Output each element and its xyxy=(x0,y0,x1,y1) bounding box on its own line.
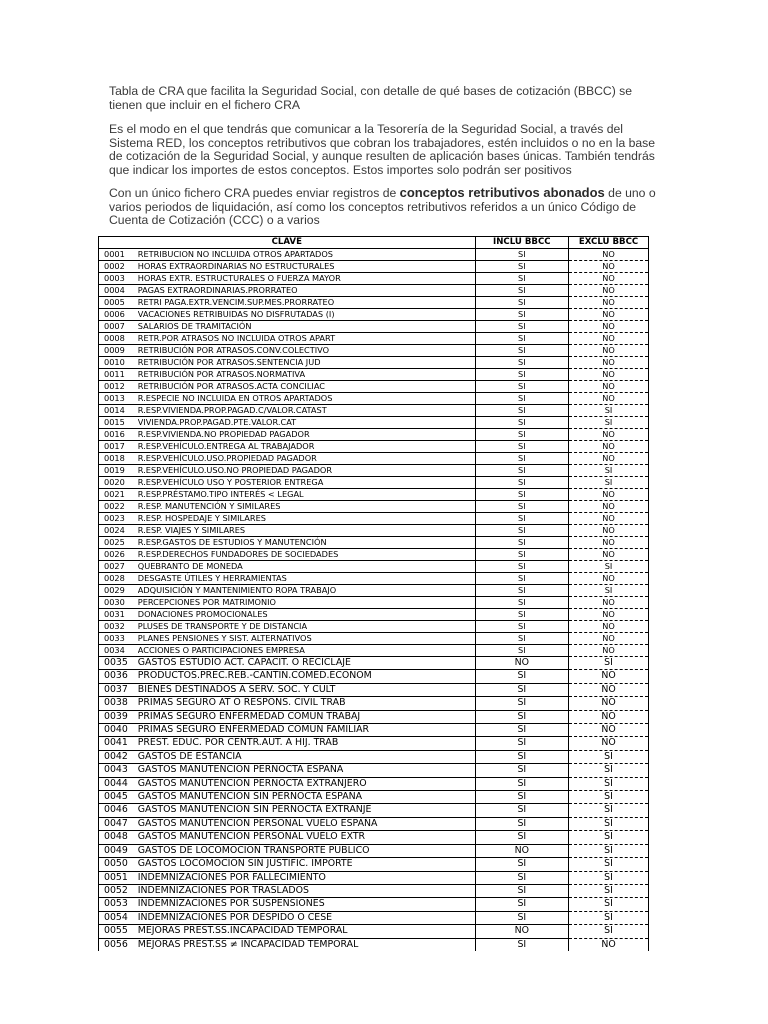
table-row xyxy=(99,597,649,609)
row-code: 0045 xyxy=(99,791,138,804)
row-concept: GASTOS MANUTENCIÓN PERNOCTA EXTRANJERO xyxy=(138,777,475,790)
row-code: 0056 xyxy=(104,938,128,950)
row-exclu-bbcc: NO xyxy=(569,549,649,561)
row-exclu-bbcc: NO xyxy=(569,501,649,513)
row-exclu-bbcc: SI xyxy=(569,791,649,804)
intro-text-3 xyxy=(109,186,661,228)
row-concept: VIVIENDA.PROP.PAGAD.PTE.VALOR.CAT xyxy=(138,417,475,429)
header-inclu-bbcc: INCLU BBCC xyxy=(475,237,569,249)
row-inclu-bbcc: SI xyxy=(475,898,569,911)
row-code: 0010 xyxy=(99,357,138,369)
row-inclu-bbcc: SI xyxy=(475,710,569,723)
row-code: 0004 xyxy=(99,285,138,297)
row-inclu-bbcc: SI xyxy=(475,683,569,696)
row-exclu-bbcc: SI xyxy=(569,465,649,477)
row-exclu-bbcc: NO xyxy=(569,525,649,537)
row-inclu-bbcc: SI xyxy=(475,791,569,804)
row-exclu-bbcc: NO xyxy=(569,441,649,453)
table-row xyxy=(99,804,649,817)
row-exclu-bbcc: NO xyxy=(569,513,649,525)
row-code: 0047 xyxy=(99,817,138,830)
table-row xyxy=(99,898,649,911)
row-code: 0022 xyxy=(99,501,138,513)
row-code: 0026 xyxy=(99,549,138,561)
row-code: 0054 xyxy=(99,911,138,924)
row-inclu-bbcc: SI xyxy=(475,309,569,321)
row-inclu-bbcc: SI xyxy=(475,645,569,657)
table-row xyxy=(99,273,649,285)
table-row xyxy=(99,858,649,871)
table-body xyxy=(99,249,649,951)
row-code: 0042 xyxy=(99,750,138,763)
row-concept: RETRIBUCION NO INCLUIDA OTROS APARTADOS xyxy=(138,249,475,261)
row-inclu-bbcc: SI xyxy=(475,911,569,924)
row-code: 0006 xyxy=(99,309,138,321)
table-row xyxy=(99,791,649,804)
row-code: 0033 xyxy=(99,633,138,645)
row-concept: PRIMAS SEGURO ENFERMEDAD COMÚN TRABAJ xyxy=(138,710,475,723)
row-concept: GASTOS MANUTENCIÓN SIN PERNOCTA EXTRANJE xyxy=(138,804,475,817)
row-inclu-bbcc: SI xyxy=(475,297,569,309)
row-code: 0027 xyxy=(99,561,138,573)
row-exclu-bbcc: NO xyxy=(569,670,649,683)
row-code: 0049 xyxy=(99,844,138,857)
row-concept: MEJORAS PREST.SS.INCAPACIDAD TEMPORAL xyxy=(138,925,475,938)
row-concept: DESGASTE ÚTILES Y HERRAMIENTAS xyxy=(138,573,475,585)
row-inclu-bbcc: SI xyxy=(475,750,569,763)
intro-paragraph-2 xyxy=(109,123,661,177)
row-code: 0029 xyxy=(99,585,138,597)
row-concept: PRIMAS SEGURO AT O RESPONS. CIVIL TRAB xyxy=(138,697,475,710)
row-inclu-bbcc: SI xyxy=(475,858,569,871)
table-row xyxy=(99,925,649,938)
row-code: 0001 xyxy=(99,249,138,261)
row-exclu-bbcc: SI xyxy=(569,911,649,924)
table-row xyxy=(99,333,649,345)
row-exclu-bbcc: SI xyxy=(569,477,649,489)
table-row xyxy=(99,710,649,723)
row-concept: RETR.POR ATRASOS NO INCLUIDA OTROS APART xyxy=(138,333,475,345)
row-exclu-bbcc: NO xyxy=(569,285,649,297)
header-exclu-bbcc: EXCLU BBCC xyxy=(569,237,649,249)
row-inclu-bbcc: SI xyxy=(475,381,569,393)
row-inclu-bbcc: SI xyxy=(475,369,569,381)
table-row xyxy=(99,764,649,777)
row-inclu-bbcc: SI xyxy=(475,697,569,710)
table-row xyxy=(99,297,649,309)
row-exclu-bbcc: NO xyxy=(569,724,649,737)
row-concept: GASTOS ESTUDIO ACT. CAPACIT. O RECICLAJE xyxy=(138,657,475,670)
row-concept: ACCIONES O PARTICIPACIONES EMPRESA xyxy=(138,645,475,657)
row-inclu-bbcc: SI xyxy=(475,477,569,489)
row-inclu-bbcc: SI xyxy=(475,285,569,297)
header-clave: CLAVE xyxy=(99,237,476,249)
row-exclu-bbcc: SI xyxy=(569,858,649,871)
row-exclu-bbcc: NO xyxy=(569,710,649,723)
row-concept: R.ESP. VIAJES Y SIMILARES xyxy=(138,525,475,537)
row-concept: R.ESP.VEHÍCULO.ENTREGA AL TRABAJADOR xyxy=(138,441,475,453)
table-row xyxy=(99,345,649,357)
row-code: 0009 xyxy=(99,345,138,357)
row-code: 0013 xyxy=(99,393,138,405)
row-concept: PERCEPCIONES POR MATRIMONIO xyxy=(138,597,475,609)
table-row xyxy=(99,561,649,573)
row-concept: DONACIONES PROMOCIONALES xyxy=(138,609,475,621)
row-inclu-bbcc: SI xyxy=(475,357,569,369)
row-exclu-bbcc: SI xyxy=(569,561,649,573)
row-exclu-bbcc: NO xyxy=(569,249,649,261)
row-code: 0003 xyxy=(99,273,138,285)
table-row xyxy=(99,429,649,441)
row-concept: HORAS EXTRAORDINARIAS NO ESTRUCTURALES xyxy=(138,261,475,273)
table-row xyxy=(99,405,649,417)
table-row xyxy=(99,871,649,884)
row-concept: QUEBRANTO DE MONEDA xyxy=(138,561,475,573)
row-inclu-bbcc: SI xyxy=(475,465,569,477)
row-code: 0020 xyxy=(99,477,138,489)
row-inclu-bbcc: SI xyxy=(475,345,569,357)
row-code: 0015 xyxy=(99,417,138,429)
row-exclu-bbcc: SI xyxy=(569,777,649,790)
row-concept: PREST. EDUC. POR CENTR.AUT. A HIJ. TRAB xyxy=(138,737,475,750)
row-concept: RETRIBUCIÓN POR ATRASOS.CONV.COLECTIVO xyxy=(138,345,475,357)
table-row xyxy=(99,417,649,429)
row-exclu-bbcc: SI xyxy=(569,417,649,429)
row-concept: R.ESP.VIVIENDA.NO PROPIEDAD PAGADOR xyxy=(138,429,475,441)
row-exclu-bbcc: NO xyxy=(569,345,649,357)
row-exclu-bbcc: NO xyxy=(569,573,649,585)
row-code: 0044 xyxy=(99,777,138,790)
row-code: 0007 xyxy=(99,321,138,333)
row-concept: ADQUISICIÓN Y MANTENIMIENTO ROPA TRABAJO xyxy=(138,585,475,597)
table-row xyxy=(99,393,649,405)
row-exclu-bbcc: SI xyxy=(569,884,649,897)
row-code: 0035 xyxy=(99,657,138,670)
row-exclu-bbcc: SI xyxy=(569,925,649,938)
table-row xyxy=(99,441,649,453)
table-row xyxy=(99,501,649,513)
row-code: 0030 xyxy=(99,597,138,609)
table-row xyxy=(99,537,649,549)
row-exclu-bbcc: NO xyxy=(569,357,649,369)
row-concept: MEJORAS PREST.SS ≠ INCAPACIDAD TEMPORAL xyxy=(137,938,359,950)
row-concept: R.ESP.VEHÍCULO.USO.PROPIEDAD PAGADOR xyxy=(138,453,475,465)
row-code: 0011 xyxy=(99,369,138,381)
row-code: 0040 xyxy=(99,724,138,737)
table-row xyxy=(99,938,649,951)
table-row xyxy=(99,573,649,585)
row-code: 0031 xyxy=(99,609,138,621)
table-row xyxy=(99,321,649,333)
table-row xyxy=(99,249,649,261)
row-concept: SALARIOS DE TRAMITACIÓN xyxy=(138,321,475,333)
row-inclu-bbcc: SI xyxy=(475,817,569,830)
row-exclu-bbcc: NO xyxy=(569,261,649,273)
row-code: 0055 xyxy=(99,925,138,938)
row-inclu-bbcc: SI xyxy=(475,417,569,429)
row-concept: INDEMNIZACIONES POR SUSPENSIONES xyxy=(138,898,475,911)
row-code: 0018 xyxy=(99,453,138,465)
row-inclu-bbcc: SI xyxy=(475,804,569,817)
table-row xyxy=(99,261,649,273)
row-code: 0023 xyxy=(99,513,138,525)
row-inclu-bbcc: SI xyxy=(475,405,569,417)
row-exclu-bbcc: NO xyxy=(569,683,649,696)
row-exclu-bbcc: NO xyxy=(569,737,649,750)
row-exclu-bbcc: NO xyxy=(569,369,649,381)
table-row xyxy=(99,369,649,381)
row-inclu-bbcc: SI xyxy=(475,737,569,750)
row-exclu-bbcc: SI xyxy=(569,804,649,817)
row-inclu-bbcc: SI xyxy=(475,670,569,683)
row-inclu-bbcc: SI xyxy=(475,261,569,273)
table-row xyxy=(99,549,649,561)
row-inclu-bbcc: SI xyxy=(475,525,569,537)
intro-text-1: Tabla de CRA que facilita la Seguridad Social, con detalle de qué bases de cotización (BBCC) se tienen que incluir en el fichero CRA xyxy=(109,84,633,112)
row-concept: RETRIBUCIÓN POR ATRASOS.NORMATIVA xyxy=(138,369,475,381)
table-row xyxy=(99,697,649,710)
table-row xyxy=(99,477,649,489)
row-exclu-bbcc: NO xyxy=(569,697,649,710)
table-row xyxy=(99,657,649,670)
table-row xyxy=(99,465,649,477)
row-code: 0052 xyxy=(99,884,138,897)
row-exclu-bbcc: SI xyxy=(569,585,649,597)
row-concept: PAGAS EXTRAORDINARIAS.PRORRATEO xyxy=(138,285,475,297)
table-row xyxy=(99,513,649,525)
row-exclu-bbcc: SI xyxy=(569,657,649,670)
row-exclu-bbcc: NO xyxy=(569,938,649,951)
row-inclu-bbcc: SI xyxy=(475,609,569,621)
row-exclu-bbcc: NO xyxy=(569,429,649,441)
row-inclu-bbcc: NO xyxy=(475,657,569,670)
row-code: 0028 xyxy=(99,573,138,585)
table-row xyxy=(99,381,649,393)
row-concept: PLUSES DE TRANSPORTE Y DE DISTANCIA xyxy=(138,621,475,633)
row-code: 0019 xyxy=(99,465,138,477)
table-row xyxy=(99,633,649,645)
row-inclu-bbcc: SI xyxy=(475,777,569,790)
row-concept: GASTOS MANUTENCIÓN PERSONAL VUELO EXTR xyxy=(138,831,475,844)
row-exclu-bbcc: NO xyxy=(569,333,649,345)
table-row xyxy=(99,724,649,737)
row-inclu-bbcc: SI xyxy=(475,537,569,549)
row-concept: GASTOS MANUTENCIÓN SIN PERNOCTA ESPAÑA xyxy=(138,791,475,804)
table-row xyxy=(99,911,649,924)
row-concept: PLANES PENSIONES Y SIST. ALTERNATIVOS xyxy=(138,633,475,645)
table-row xyxy=(99,817,649,830)
row-inclu-bbcc: SI xyxy=(475,938,569,951)
row-concept: R.ESP.VEHÍCULO USO Y POSTERIOR ENTREGA xyxy=(138,477,475,489)
row-inclu-bbcc: SI xyxy=(475,441,569,453)
intro-text-3-a: Con un único fichero CRA puedes enviar registros de xyxy=(109,186,400,200)
row-inclu-bbcc: SI xyxy=(475,453,569,465)
row-inclu-bbcc: SI xyxy=(475,621,569,633)
row-code: 0025 xyxy=(99,537,138,549)
row-exclu-bbcc: SI xyxy=(569,871,649,884)
row-concept: RETRIBUCIÓN POR ATRASOS.SENTENCIA JUD xyxy=(138,357,475,369)
row-concept: GASTOS MANUTENCIÓN PERSONAL VUELO ESPAÑA xyxy=(138,817,475,830)
row-code: 0017 xyxy=(99,441,138,453)
row-code: 0005 xyxy=(99,297,138,309)
row-inclu-bbcc: SI xyxy=(475,489,569,501)
row-exclu-bbcc: SI xyxy=(569,750,649,763)
row-exclu-bbcc: NO xyxy=(569,597,649,609)
row-code: 0041 xyxy=(99,737,138,750)
row-inclu-bbcc: SI xyxy=(475,573,569,585)
table-row xyxy=(99,750,649,763)
row-concept: PRODUCTOS.PREC.REB.-CANTIN.COMED.ECONOM xyxy=(138,670,475,683)
row-concept: R.ESP. HOSPEDAJE Y SIMILARES xyxy=(138,513,475,525)
row-inclu-bbcc: SI xyxy=(475,429,569,441)
row-exclu-bbcc: SI xyxy=(569,405,649,417)
row-concept: R.ESP.VEHÍCULO.USO.NO PROPIEDAD PAGADOR xyxy=(138,465,475,477)
row-code: 0051 xyxy=(99,871,138,884)
table-row xyxy=(99,525,649,537)
row-exclu-bbcc: NO xyxy=(569,393,649,405)
row-concept: INDEMNIZACIONES POR DESPIDO O CESE xyxy=(138,911,475,924)
table-row xyxy=(99,285,649,297)
row-code: 0012 xyxy=(99,381,138,393)
row-inclu-bbcc: SI xyxy=(475,333,569,345)
row-inclu-bbcc: SI xyxy=(475,273,569,285)
row-exclu-bbcc: NO xyxy=(569,297,649,309)
row-code: 0002 xyxy=(99,261,138,273)
row-inclu-bbcc: SI xyxy=(475,585,569,597)
row-concept: R.ESP.DERECHOS FUNDADORES DE SOCIEDADES xyxy=(138,549,475,561)
row-inclu-bbcc: NO xyxy=(475,844,569,857)
row-code: 0014 xyxy=(99,405,138,417)
table-row xyxy=(99,609,649,621)
row-exclu-bbcc: NO xyxy=(569,537,649,549)
table-row xyxy=(99,670,649,683)
row-inclu-bbcc: SI xyxy=(475,633,569,645)
table-row xyxy=(99,645,649,657)
row-exclu-bbcc: NO xyxy=(569,309,649,321)
cra-concepts-table xyxy=(98,236,649,951)
row-exclu-bbcc: NO xyxy=(569,633,649,645)
row-concept: HORAS EXTR. ESTRUCTURALES O FUERZA MAYOR xyxy=(138,273,475,285)
row-inclu-bbcc: SI xyxy=(475,501,569,513)
row-concept: VACACIONES RETRIBUIDAS NO DISFRUTADAS (I) xyxy=(138,309,475,321)
row-concept: R.ESP.VIVIENDA.PROP.PAGAD.C/VALOR.CATAST xyxy=(138,405,475,417)
table-row xyxy=(99,683,649,696)
table-row xyxy=(99,621,649,633)
row-inclu-bbcc: SI xyxy=(475,249,569,261)
row-exclu-bbcc: NO xyxy=(569,273,649,285)
row-concept: RETRIBUCIÓN POR ATRASOS.ACTA CONCILIAC xyxy=(138,381,475,393)
row-code: 0016 xyxy=(99,429,138,441)
row-inclu-bbcc: SI xyxy=(475,561,569,573)
table-row xyxy=(99,585,649,597)
row-inclu-bbcc: SI xyxy=(475,764,569,777)
row-exclu-bbcc: NO xyxy=(569,453,649,465)
row-inclu-bbcc: SI xyxy=(475,871,569,884)
row-inclu-bbcc: SI xyxy=(475,513,569,525)
row-concept: R.ESP.PRÉSTAMO.TIPO INTERÉS < LEGAL xyxy=(138,489,475,501)
table-row xyxy=(99,831,649,844)
intro-paragraph-3 xyxy=(109,186,661,228)
row-code: 0036 xyxy=(99,670,138,683)
row-inclu-bbcc: SI xyxy=(475,884,569,897)
row-exclu-bbcc: SI xyxy=(569,898,649,911)
table-row xyxy=(99,489,649,501)
row-code: 0043 xyxy=(99,764,138,777)
row-concept: GASTOS DE LOCOMOCIÓN TRANSPORTE PÚBLICO xyxy=(138,844,475,857)
table-header-row xyxy=(99,237,649,249)
row-exclu-bbcc: NO xyxy=(569,321,649,333)
table-row xyxy=(99,844,649,857)
row-exclu-bbcc: NO xyxy=(569,621,649,633)
row-code: 0008 xyxy=(99,333,138,345)
row-inclu-bbcc: SI xyxy=(475,831,569,844)
row-inclu-bbcc: SI xyxy=(475,393,569,405)
row-concept: INDEMNIZACIONES POR TRASLADOS xyxy=(138,884,475,897)
row-code: 0038 xyxy=(99,697,138,710)
row-code: 0048 xyxy=(99,831,138,844)
row-concept: R.ESPECIE NO INCLUIDA EN OTROS APARTADOS xyxy=(138,393,475,405)
row-inclu-bbcc: NO xyxy=(475,925,569,938)
row-concept: GASTOS LOCOMOCIÓN SIN JUSTIFIC. IMPORTE xyxy=(138,858,475,871)
row-exclu-bbcc: NO xyxy=(569,609,649,621)
row-exclu-bbcc: SI xyxy=(569,831,649,844)
row-concept: INDEMNIZACIONES POR FALLECIMIENTO xyxy=(138,871,475,884)
row-concept: R.ESP. MANUTENCIÓN Y SIMILARES xyxy=(138,501,475,513)
table-row xyxy=(99,453,649,465)
row-exclu-bbcc: SI xyxy=(569,817,649,830)
table-row xyxy=(99,309,649,321)
row-code: 0037 xyxy=(99,683,138,696)
table-row xyxy=(99,737,649,750)
row-exclu-bbcc: SI xyxy=(569,764,649,777)
row-exclu-bbcc: NO xyxy=(569,381,649,393)
table-row xyxy=(99,777,649,790)
row-inclu-bbcc: SI xyxy=(475,597,569,609)
intro-text-3-b: de uno o varios periodos de liquidación, así como los conceptos retributivos referidos a un único Código de Cuenta de Cotización (CCC) o a varios xyxy=(109,186,656,228)
row-code: 0050 xyxy=(99,858,138,871)
row-inclu-bbcc: SI xyxy=(475,321,569,333)
intro-text-3-bold: conceptos retributivos abonados xyxy=(399,185,605,200)
intro-paragraph-1 xyxy=(109,85,661,112)
row-code: 0039 xyxy=(99,710,138,723)
row-inclu-bbcc: SI xyxy=(475,724,569,737)
row-code: 0034 xyxy=(99,645,138,657)
row-code: 0053 xyxy=(99,898,138,911)
row-exclu-bbcc: SI xyxy=(569,844,649,857)
row-exclu-bbcc: NO xyxy=(569,489,649,501)
row-exclu-bbcc: NO xyxy=(569,645,649,657)
row-concept: GASTOS MANUTENCIÓN PERNOCTA ESPAÑA xyxy=(138,764,475,777)
intro-text-2: Es el modo en el que tendrás que comunicar a la Tesorería de la Seguridad Social, a través del Sistema RED, los conceptos retributivos que cobran los trabajadores, estén incluidos o no en la base de cotización de la Seguridad Social, y aunque resulten de aplicación bases únicas. También tendrás que indicar los importes de estos conceptos. Estos importes solo podrán ser positivos xyxy=(109,122,656,177)
row-inclu-bbcc: SI xyxy=(475,549,569,561)
row-concept: BIENES DESTINADOS A SERV. SOC. Y CULT xyxy=(138,683,475,696)
row-code: 0032 xyxy=(99,621,138,633)
row-code: 0021 xyxy=(99,489,138,501)
row-code: 0046 xyxy=(99,804,138,817)
row-concept: GASTOS DE ESTANCIA xyxy=(138,750,475,763)
table-row xyxy=(99,357,649,369)
row-concept: RETRI PAGA.EXTR.VENCIM.SUP.MES.PRORRATEO xyxy=(138,297,475,309)
row-code: 0024 xyxy=(99,525,138,537)
table-row xyxy=(99,884,649,897)
row-concept: PRIMAS SEGURO ENFERMEDAD COMÚN FAMILIAR xyxy=(138,724,475,737)
row-concept: R.ESP.GASTOS DE ESTUDIOS Y MANUTENCIÓN xyxy=(138,537,475,549)
